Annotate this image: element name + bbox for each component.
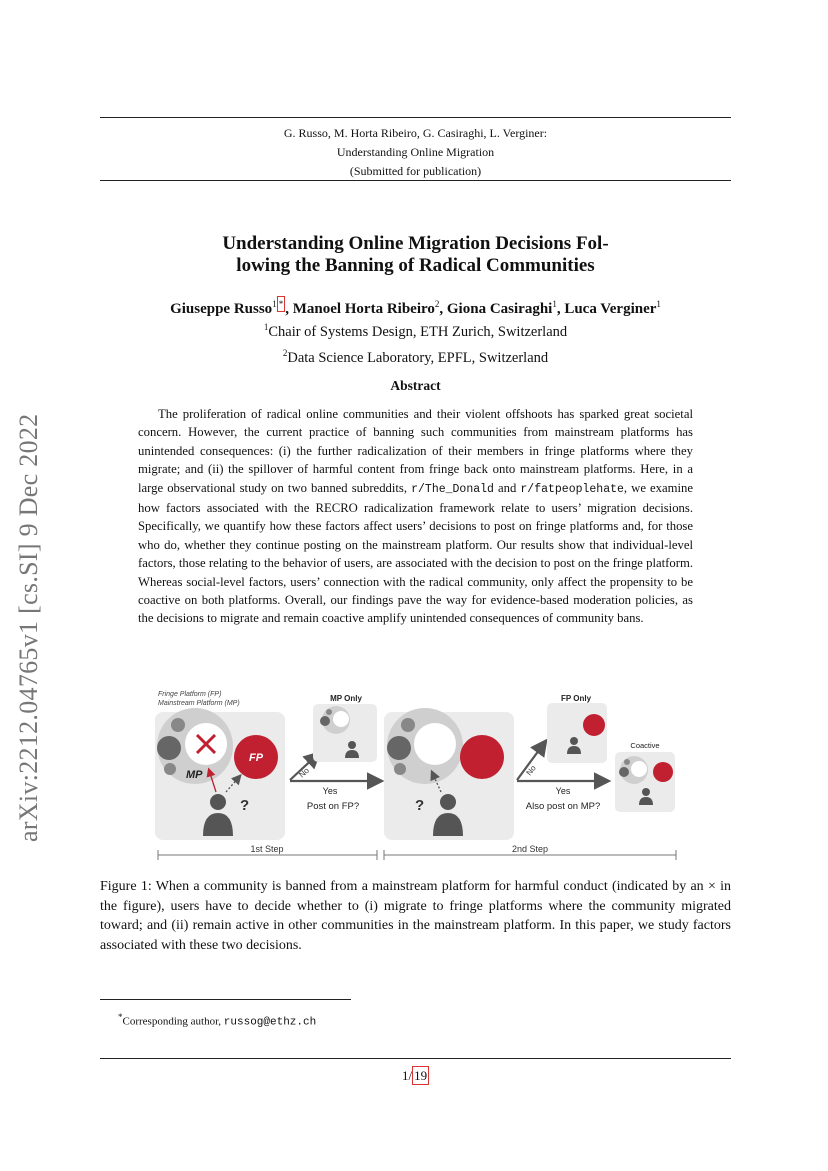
running-header (100, 124, 731, 181)
corresponding-email: russog@ethz.ch (223, 1016, 317, 1029)
author-verginer: , Luca Verginer (556, 301, 657, 317)
post-on-fp-question: Post on FP? (306, 801, 360, 812)
page-number (100, 1066, 731, 1085)
community-dot (320, 716, 330, 726)
footer-rule (100, 1058, 731, 1059)
community-dot (619, 767, 629, 777)
no-label-step-2: No (524, 763, 538, 778)
community-dot (326, 709, 332, 715)
subreddit-fatpeoplehate: r/fatpeoplehate (520, 482, 624, 496)
header-status: (Submitted for publication) (349, 164, 482, 178)
coactive-fp-community (653, 762, 673, 782)
community-dot (157, 736, 181, 760)
community-dot (387, 736, 411, 760)
page-current: 1/ (401, 1068, 413, 1083)
author-russo: Giuseppe Russo (170, 301, 273, 317)
affiliation-1-text: Chair of Systems Design, ETH Zurich, Switzerland (268, 323, 568, 340)
header-authors: G. Russo, M. Horta Ribeiro, G. Casiraghi, L. Verginer: (283, 126, 548, 140)
step-2-label: 2nd Step (511, 844, 549, 854)
yes-label-step-1: Yes (322, 786, 338, 796)
header-title: Understanding Online Migration (336, 145, 495, 159)
footnote (118, 1012, 316, 1029)
title-line-1: Understanding Online Migration Decisions Fol- (222, 233, 609, 254)
fp-only-community (583, 714, 605, 736)
author-casiraghi-affil: 1 (552, 299, 557, 309)
banned-community-circle-2 (414, 723, 456, 765)
mp-label: MP (186, 769, 203, 781)
title-line-2: lowing the Banning of Radical Communities (236, 255, 595, 276)
fp-label: FP (248, 752, 264, 764)
footnote-text: Corresponding author, (122, 1015, 224, 1028)
subreddit-the-donald: r/The_Donald (411, 482, 494, 496)
yes-label-step-2: Yes (555, 786, 571, 796)
figure-1-caption: Figure 1: When a community is banned from a mainstream platform for harmful conduct (indicated by an × in the figure), users have to decide whether to (i) migrate to fringe platforms where the community migrated toward; and (ii) remain active in other communities in the mainstream platform. In this paper, we study factors associated with these two decisions. (100, 879, 731, 953)
fp-community-circle-2 (460, 735, 504, 779)
question-mark-2: ? (415, 797, 425, 814)
abstract-text-3: , we examine how factors associated with the RECRO radicalization framework relate to users’ migration decisions. Specifically, we quantify how these factors affect users’ decisions to post on fringe platforms and, for those who do, whether they continue posting on the mainstream platform. Our results show that individual-level factors, those relating to the behavior of users, are associated with the decision to post on the fringe platform. Whereas social-level factors, users’ connection with the radical community, only affect the propensity to be coactive on both platforms. Overall, our findings pave the way for evidence-based moderation policies, as the decisions to migrate and remain coactive amplify unintended consequences of community bans. (138, 480, 693, 626)
author-casiraghi: , Giona Casiraghi (439, 301, 553, 317)
abstract-body (138, 405, 693, 628)
affiliation-1 (100, 317, 731, 343)
page-total-link[interactable]: 19 (414, 1068, 428, 1083)
footnote-rule (100, 999, 351, 1000)
paper-title (100, 233, 731, 277)
mp-only-inner (333, 711, 349, 727)
question-mark: ? (240, 797, 250, 814)
user-icon (210, 794, 226, 810)
user-icon (642, 788, 650, 796)
community-dot (624, 759, 630, 765)
mp-only-label: MP Only (330, 694, 362, 703)
corresponding-author-link[interactable]: * (277, 296, 286, 312)
affiliation-2-text: Data Science Laboratory, EPFL, Switzerland (287, 349, 549, 366)
author-ribeiro-affil: 2 (434, 299, 440, 309)
footnote-mark: * (118, 1012, 123, 1022)
coactive-label: Coactive (630, 741, 660, 750)
abstract-heading: Abstract (390, 378, 441, 393)
arxiv-stamp[interactable]: arXiv:2212.04765v1 [cs.SI] 9 Dec 2022 (14, 413, 43, 842)
header-top-rule (100, 117, 731, 118)
author-verginer-affil: 1 (656, 299, 661, 309)
author-list (100, 296, 731, 318)
user-icon (348, 741, 356, 749)
abstract-text-1: The proliferation of radical online communities and their violent offshoots has sparked great societal concern. However, the current practice of banning such communities from mainstream platforms has unintended consequences: (i) the further radicalization of their members in fringe platforms where they migrate; and (ii) the spillover of harmful content from fringe back onto mainstream platforms. Here, in a large observational study on two banned subreddits, (138, 407, 693, 495)
community-dot (164, 763, 176, 775)
header-bottom-rule (100, 180, 731, 181)
figure-1-diagram (150, 684, 690, 864)
affiliation-2-mark: 2 (282, 347, 288, 358)
step-1-label: 1st Step (250, 844, 284, 854)
legend-fringe-platform: Fringe Platform (FP) (158, 691, 222, 698)
author-russo-affil: 1 (272, 299, 277, 309)
user-icon (570, 737, 578, 745)
legend-mainstream-platform: Mainstream Platform (MP) (158, 700, 240, 707)
fp-only-label: FP Only (560, 694, 592, 703)
affiliations (100, 317, 731, 369)
affiliation-1-mark: 1 (263, 322, 269, 332)
also-post-mp-question: Also post on MP? (525, 801, 601, 812)
community-dot (394, 763, 406, 775)
user-icon (440, 794, 456, 810)
community-dot (401, 718, 415, 732)
coactive-inner (631, 761, 647, 777)
author-ribeiro: , Manoel Horta Ribeiro (285, 301, 435, 317)
no-label-step-1: No (297, 765, 311, 780)
affiliation-2 (100, 343, 731, 369)
abstract-text-2: and (493, 480, 521, 495)
community-dot (171, 718, 185, 732)
